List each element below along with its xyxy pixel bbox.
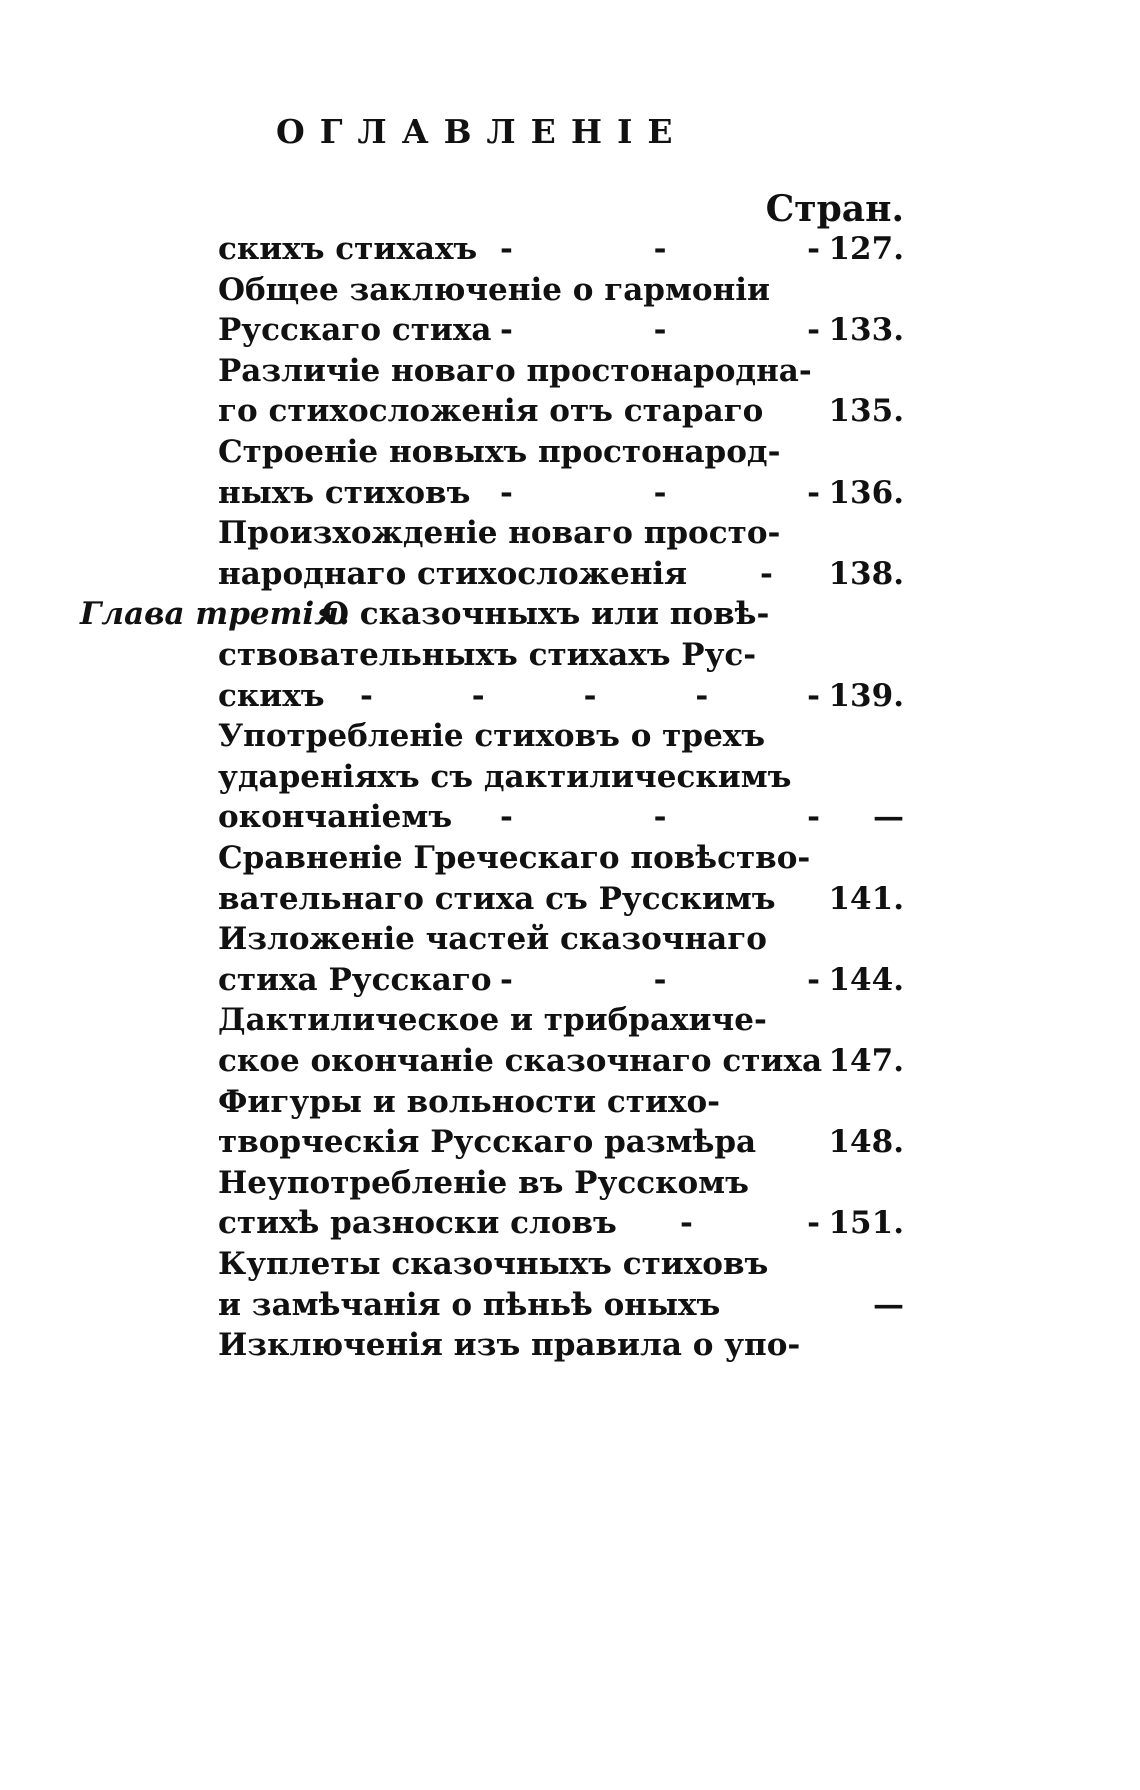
toc-leader-dashes: - — [760, 555, 773, 592]
toc-leader-dashes: - - — [680, 1205, 820, 1242]
toc-entry — [0, 1327, 1140, 1371]
toc-entry-text: Общее заключеніе о гармоніи — [218, 271, 771, 308]
toc-entry — [0, 759, 1140, 803]
toc-entry — [0, 596, 1140, 640]
toc-entry — [0, 515, 1140, 559]
toc-entry — [0, 921, 1140, 965]
toc-page-number: 141. — [828, 880, 904, 917]
toc-entry — [0, 962, 1140, 1006]
toc-entry-text: ствовательныхъ стихахъ Рус- — [218, 637, 757, 673]
toc-page-number: — — [873, 1286, 904, 1323]
toc-entry-text: скихъ стихахъ — [218, 231, 478, 267]
toc-page-number: 127. — [828, 231, 904, 267]
toc-entry — [0, 475, 1140, 519]
toc-page-number: 151. — [828, 1205, 904, 1242]
toc-page-number: 136. — [828, 474, 904, 511]
toc-entry-text: Русскаго стиха — [218, 312, 492, 349]
toc-entry-text: Различіе новаго простонародна- — [218, 352, 812, 389]
toc-entry — [0, 1246, 1140, 1290]
toc-entry — [0, 1124, 1140, 1168]
toc-entry-text: скихъ — [218, 677, 325, 714]
toc-entry — [0, 312, 1140, 356]
toc-entry-text: Сравненіе Греческаго повѣство- — [218, 840, 811, 876]
toc-entry-text: Куплеты сказочныхъ стиховъ — [218, 1246, 769, 1282]
toc-entry-text: го стихосложенія отъ стараго — [218, 393, 764, 430]
toc-page-number: 144. — [828, 961, 904, 998]
toc-entry-text: творческія Русскаго размѣра — [218, 1124, 757, 1161]
page-heading: ОГЛАВЛЕНІЕ — [276, 112, 688, 151]
toc-entry-text: Дактилическое и трибрахиче- — [218, 1002, 767, 1039]
toc-entry — [0, 1043, 1140, 1087]
toc-page-number: — — [873, 799, 904, 836]
toc-entry-text: Фигуры и вольности стихо- — [218, 1083, 721, 1120]
toc-entry — [0, 718, 1140, 762]
toc-entry — [0, 556, 1140, 600]
toc-entry-text: Изключенія изъ правила о упо- — [218, 1327, 801, 1364]
toc-entry — [0, 1002, 1140, 1046]
toc-entry — [0, 434, 1140, 478]
toc-entry-text: народнаго стихосложенія — [218, 555, 688, 592]
toc-entry-text: стихѣ разноски словъ — [218, 1205, 617, 1242]
toc-entry-text: окончаніемъ — [218, 799, 453, 836]
toc-entry — [0, 1205, 1140, 1249]
toc-page-number: 133. — [828, 312, 904, 349]
toc-page-number: 135. — [828, 393, 904, 430]
toc-leader-dashes: - - - — [500, 799, 820, 836]
toc-entry-text: удареніяхъ съ дактилическимъ — [218, 758, 792, 795]
toc-page-number: 147. — [828, 1043, 904, 1079]
toc-leader-dashes: - - - — [500, 961, 820, 998]
page-column-label: Стран. — [765, 188, 904, 230]
toc-entry-text: О сказочныхъ или повѣ- — [322, 596, 770, 633]
toc-entry — [0, 272, 1140, 316]
toc-entry-text: Строеніе новыхъ простонарод- — [218, 434, 781, 470]
toc-entry — [0, 1165, 1140, 1209]
toc-entry — [0, 799, 1140, 843]
toc-entry-text: стиха Русскаго — [218, 961, 492, 998]
toc-page-number: 138. — [828, 555, 904, 592]
toc-chapter-label: Глава третія. — [80, 596, 350, 633]
toc-entry-text: Употребленіе стиховъ о трехъ — [218, 718, 766, 755]
toc-entry — [0, 840, 1140, 884]
toc-entry-text: вательнаго стиха съ Русскимъ — [218, 880, 776, 917]
toc-entry-text: Неупотребленіе въ Русскомъ — [218, 1164, 749, 1201]
toc-leader-dashes: - - - - - — [360, 677, 820, 714]
toc-entry-text: и замѣчанія о пѣньѣ оныхъ — [218, 1286, 721, 1323]
toc-entry — [0, 1287, 1140, 1331]
toc-entry — [0, 353, 1140, 397]
toc-entry — [0, 678, 1140, 722]
toc-entry-text: ныхъ стиховъ — [218, 474, 471, 511]
toc-entry — [0, 637, 1140, 681]
toc-entry — [0, 231, 1140, 275]
toc-entry — [0, 1084, 1140, 1128]
toc-entry-text: ское окончаніе сказочнаго стиха — [218, 1043, 823, 1079]
toc-entry — [0, 881, 1140, 925]
toc-entry-text: Произхожденіе новаго просто- — [218, 515, 781, 552]
toc-entry — [0, 393, 1140, 437]
toc-page-number: 139. — [828, 677, 904, 714]
toc-leader-dashes: - - - — [500, 474, 820, 511]
toc-leader-dashes: - - - — [500, 312, 820, 349]
toc-entry-text: Изложеніе частей сказочнаго — [218, 921, 767, 958]
toc-leader-dashes: - - - — [500, 231, 820, 267]
toc-page-number: 148. — [828, 1124, 904, 1161]
